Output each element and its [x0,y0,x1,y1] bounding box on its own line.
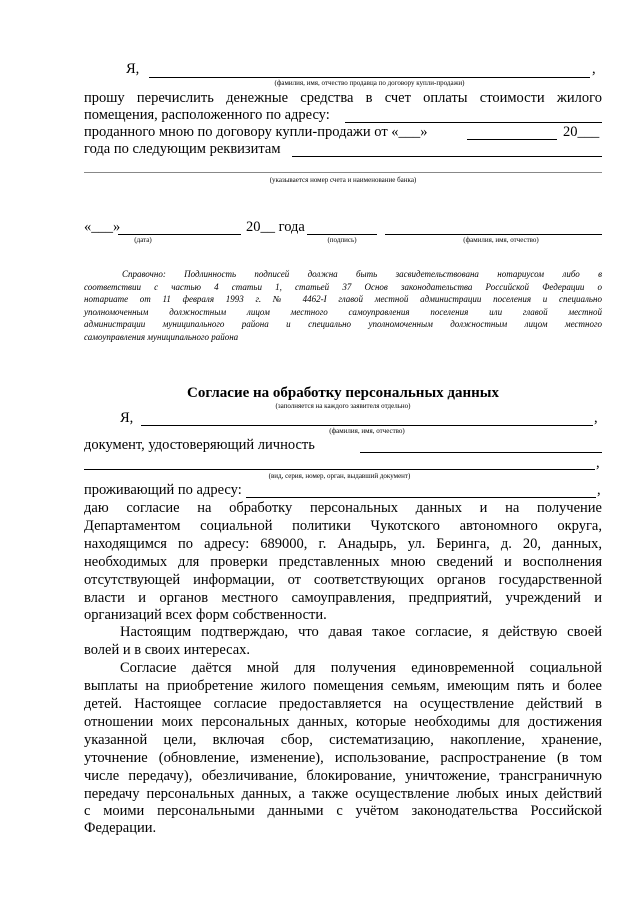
id-document-field-2[interactable] [84,469,595,470]
purpose-line: выплаты на приобретение жилого помещения семьям, имеющим пять и более [84,678,602,694]
residence-field[interactable] [246,497,596,498]
confirm-line: Настоящим подтверждаю, что давая такое согласие, я действую своей [120,624,602,640]
consent-line: отсутствующей информации, от соответствующих органов государственной [84,572,602,588]
reference-note [84,268,602,343]
bank-details-field[interactable] [84,172,602,173]
confirm-line: волей и в своих интересах. [84,642,251,658]
date-field[interactable] [118,234,241,235]
comma: , [597,482,601,498]
address-field[interactable] [345,122,602,123]
ya-label: Я, [126,61,140,77]
signer-name-field[interactable] [385,234,602,235]
consent-title: Согласие на обработку персональных данных [186,385,499,401]
year-suffix: 20__ года [246,219,305,235]
signature-field[interactable] [307,234,377,235]
year-label: 20___ [563,124,600,140]
requisites-label: года по следующим реквизитам [84,141,281,157]
purpose-line: числе передачу), обезличивание, блокирование, уничтожение, трансграничную [84,768,602,784]
note-line: администрации муниципального района и специально уполномоченным должностным лицом местного [84,319,602,329]
purpose-line: передачу персональных данных, а также осуществление любых иных действий [84,786,602,802]
consent-line: организаций всех форм собственности. [84,607,327,623]
purpose-line: отношении моих персональных данных, которые необходимы для достижения [84,714,602,730]
comma: , [596,455,600,471]
applicant-name-field[interactable] [141,425,593,426]
purpose-line: Федерации. [84,820,157,836]
consent-line: даю согласие на обработку персональных данных и на получение [84,500,602,516]
purpose-line: указанной цели, включая сбор, систематизацию, накопление, хранение, [84,732,602,748]
caption-date: (дата) [134,236,152,244]
consent-line: Департаментом социальной политики Чукотского автономного округа, [84,518,602,534]
consent-line: необходимых для проверки представленных мною сведений и восполнения [84,554,602,570]
seller-name-field[interactable] [149,77,590,78]
comma: , [594,410,598,426]
caption-id-document: (вид, серия, номер, орган, выдавший документ) [268,472,411,480]
caption-signature: (подпись) [327,236,357,244]
purpose-line: Согласие даётся мной для получения единовременной социальной [120,660,602,676]
consent-subtitle: (заполняется на каждого заявителя отдельно) [275,402,411,410]
request-line-1: прошу перечислить денежные средства в счет оплаты стоимости жилого [84,90,602,106]
ya-label-2: Я, [120,410,134,426]
note-line: самоуправления муниципального района [84,331,239,342]
purpose-line: детей. Настоящее согласие предоставляется на осуществление действий в [84,696,602,712]
id-document-label: документ, удостоверяющий личность [84,437,315,453]
caption-fio: (фамилия, имя, отчество) [463,236,539,244]
note-line: нотариате от 11 февраля 1993 г. № 4462-I главой местной администрации поселения и специально [84,294,602,304]
caption-bank: (указывается номер счета и наименование банка) [269,176,417,184]
consent-line: власти и органов местного самоуправления, предприятий, учреждений и [84,590,602,606]
consent-line: находящимся по адресу: 689000, г. Анадырь, ул. Беринга, д. 20, данных, [84,536,602,552]
contract-date-field[interactable] [467,139,557,140]
caption-seller-fio: (фамилия, имя, отчество продавца по договору купли-продажи) [274,79,465,87]
purpose-line: уточнение (обновление, изменение), использование, распространение (в том [84,750,602,766]
requisites-field[interactable] [292,156,602,157]
note-line: уполномоченным должностным лицом местного самоуправления поселения или главой местной [84,306,602,317]
note-line: Справочно: Подлинность подписей должна быть засвидетельствована нотариусом либо в [122,269,602,279]
note-line: соответствии с частью 4 статьи 1, статьей 37 Основ законодательства Российской Федерации о [84,281,602,292]
caption-applicant-fio: (фамилия, имя, отчество) [329,427,405,435]
contract-date-label: проданного мною по договору купли-продажи от «___» [84,124,428,140]
purpose-line: с моими персональными данными с учётом законодательства Российской [84,803,602,819]
residence-label: проживающий по адресу: [84,482,242,498]
date-quote: «___» [84,219,121,235]
id-document-field[interactable] [360,452,602,453]
comma: , [592,61,596,77]
address-label: помещения, расположенного по адресу: [84,107,330,123]
